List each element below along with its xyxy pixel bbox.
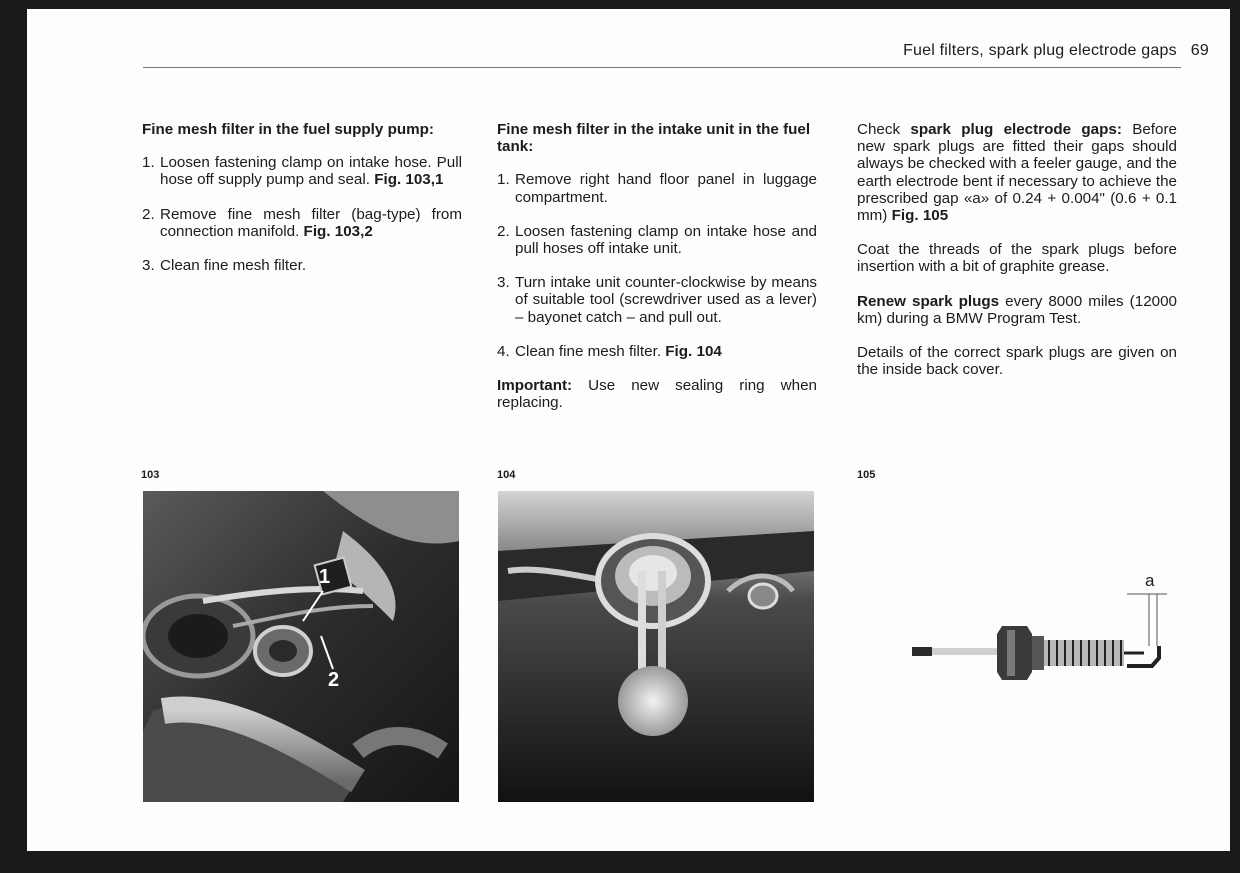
photo-intake-unit [498,491,814,802]
step-number: 2. [142,205,155,223]
photo-callout-1: 1 [319,566,331,588]
text: every 8000 miles (12000 km) during a BMW Program Test. [857,292,1177,327]
text: Check [857,121,901,138]
step-text: Remove right hand floor panel in luggage compartment. [515,171,817,206]
paragraph-electrode-gap [857,121,1177,224]
step-text: Loosen fastening clamp on intake hose and pull hoses off intake unit. [515,222,817,258]
earth-electrode [1127,646,1159,666]
step-list [142,154,462,274]
bold-text: Renew spark plugs [857,292,1000,310]
step-text: Loosen fastening clamp on intake hose. Pull hose off supply pump and seal. [160,154,462,189]
header-title: Fuel filters, spark plug electrode gaps [903,42,1177,59]
step-text: Clean fine mesh filter. [515,342,662,360]
text: Before new spark plugs are fitted their gaps should always be checked with a feeler gauge, and the earth electrode bent if necessary to achieve the prescribed gap «a» of 0.24 + 0.004" (0.6 + 0.1 mm) [857,121,1177,225]
figure-label-104: 104 [497,469,516,481]
important-label: Important: [497,377,573,395]
figure-label-105: 105 [857,469,876,481]
figure-label-103: 103 [141,469,160,481]
section-heading: Fine mesh filter in the fuel supply pump: [142,121,434,138]
step-text: Turn intake unit counter-clockwise by means of suitable tool (screwdriver used as a lever) – bayonet catch – and pull out. [515,274,817,326]
spark-plug-diagram [897,554,1167,684]
step-item [497,171,817,205]
column-spark-plugs [857,121,1177,378]
step-list [497,171,817,360]
photo-callout-2: 2 [328,669,340,691]
step-number: 3. [142,257,155,275]
step-number: 4. [497,342,510,360]
step-item [142,257,462,274]
step-number: 1. [142,154,155,172]
column-intake-unit-filter [497,121,817,411]
insulator [932,648,1002,655]
terminal-nut [912,647,932,656]
step-text: Remove fine mesh filter (bag-type) from connection manifold. [160,205,462,240]
paragraph-graphite: Coat the threads of the spark plugs before insertion with a bit of graphite grease. [857,241,1177,276]
figure-ref: Fig. 103,1 [374,171,444,189]
step-text: Clean fine mesh filter. [160,257,307,275]
step-item [142,206,462,240]
paragraph-renew [857,293,1177,327]
step-number: 3. [497,274,510,292]
fuel-pump-photo-illustration [143,491,459,802]
paragraph-details: Details of the correct spark plugs are given on the inside back cover. [857,344,1177,379]
figure-ref: Fig. 104 [665,342,722,360]
step-item [497,223,817,257]
section-heading: Fine mesh filter in the intake unit in the fuel tank: [497,121,811,156]
step-number: 2. [497,222,510,240]
bold-text: spark plug electrode gaps: [910,121,1122,138]
seal-ring [1032,636,1044,670]
header-rule [143,67,1181,68]
gap-label: a [1145,571,1155,590]
step-number: 1. [497,171,510,189]
step-item [497,343,817,360]
manual-page [27,9,1230,851]
photo-fuel-pump [143,491,459,802]
figure-ref: Fig. 105 [891,207,949,225]
important-text: Use new sealing ring when replacing. [497,377,817,412]
thread [1044,640,1124,666]
intake-unit-photo-illustration [498,491,814,802]
step-item [142,154,462,188]
step-item [497,274,817,326]
important-note [497,377,817,411]
running-header [827,42,1209,60]
page-number: 69 [1190,42,1209,59]
figure-ref: Fig. 103,2 [303,222,373,240]
column-fuel-pump-filter [142,121,462,274]
